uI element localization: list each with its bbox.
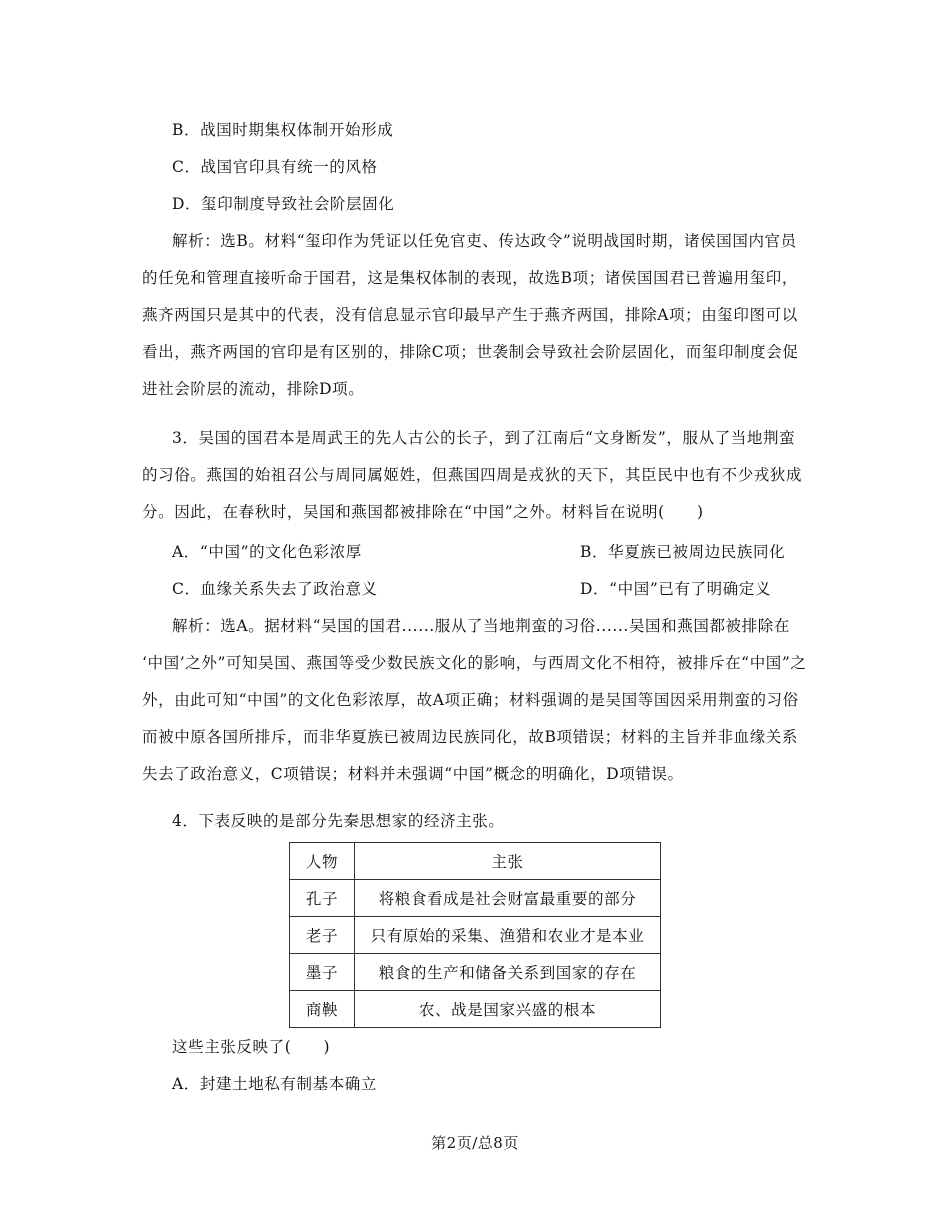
q4-table [289,842,661,1028]
q4-stem: 4．下表反映的是部分先秦思想家的经济主张。 [172,812,505,830]
q3-option-d: D．“中国”已有了明确定义 [580,580,772,598]
q3-stem-line: 分。因此，在春秋时，吴国和燕国都被排除在“中国”之外。材料旨在说明( ) [142,503,704,521]
q3-analysis-line: 而被中原各国所排斥，而非华夏族已被周边民族同化，故B项错误；材料的主旨并非血缘关系 [142,728,798,746]
q2-analysis [142,230,812,415]
q3-stem-line: 的习俗。燕国的始祖召公与周同属姬姓，但燕国四周是戎狄的天下，其臣民中也有不少戎狄成 [142,466,803,484]
table-row [290,991,661,1028]
q2-analysis-line: 的任免和管理直接听命于国君，这是集权体制的表现，故选B项；诸侯国国君已普遍用玺印， [142,269,798,287]
q2-option-b: B．战国时期集权体制开始形成 [172,121,394,139]
q4-option-a: A．封建土地私有制基本确立 [172,1075,377,1093]
table-row [290,954,661,991]
q3-option-c: C．血缘关系失去了政治意义 [172,580,378,598]
q3-analysis-line: ‘中国’之外”可知吴国、燕国等受少数民族文化的影响，与西周文化不相符，被排斥在“中国”之 [142,654,807,672]
q2-analysis-line: 解析：选B。材料“玺印作为凭证以任免官吏、传达政令”说明战国时期，诸侯国国内官员 [172,232,797,250]
table-header-cell: 主张 [355,843,661,880]
q3-stem [142,427,812,538]
q3-stem-line: 3．吴国的国君本是周武王的先人古公的长子，到了江南后“文身断发”，服从了当地荆蛮 [172,429,796,447]
q3-analysis [142,615,812,800]
table-cell: 墨子 [290,954,355,991]
q3-analysis-line: 解析：选A。据材料“吴国的国君......服从了当地荆蛮的习俗......吴国和燕国都被排除在 [172,617,790,635]
table-cell: 将粮食看成是社会财富最重要的部分 [355,880,661,917]
q2-option-c: C．战国官印具有统一的风格 [172,158,378,176]
table-cell: 只有原始的采集、渔猎和农业才是本业 [355,917,661,954]
table-row [290,880,661,917]
q2-option-d: D．玺印制度导致社会阶层固化 [172,195,395,213]
table-cell: 孔子 [290,880,355,917]
q3-option-b: B．华夏族已被周边民族同化 [580,543,786,561]
table-cell: 农、战是国家兴盛的根本 [355,991,661,1028]
table-cell: 粮食的生产和储备关系到国家的存在 [355,954,661,991]
table-row [290,917,661,954]
q3-analysis-line: 外，由此可知“中国”的文化色彩浓厚，故A项正确；材料强调的是吴国等国因采用荆蛮的习俗 [142,691,799,709]
page-footer: 第2页/总8页 [431,1134,519,1152]
q3-analysis-line: 失去了政治意义，C项错误；材料并未强调“中国”概念的明确化，D项错误。 [142,765,684,783]
q4-prompt: 这些主张反映了( ) [172,1038,331,1056]
q2-analysis-line: 看出，燕齐两国的官印是有区别的，排除C项；世袭制会导致社会阶层固化，而玺印制度会促 [142,343,799,361]
table-header-row [290,843,661,880]
q2-analysis-line: 进社会阶层的流动，排除D项。 [142,380,365,398]
q2-analysis-line: 燕齐两国只是其中的代表，没有信息显示官印最早产生于燕齐两国，排除A项；由玺印图可以 [142,306,798,324]
table-header-cell: 人物 [290,843,355,880]
q3-option-a: A．“中国”的文化色彩浓厚 [172,543,362,561]
table-cell: 老子 [290,917,355,954]
table-cell: 商鞅 [290,991,355,1028]
